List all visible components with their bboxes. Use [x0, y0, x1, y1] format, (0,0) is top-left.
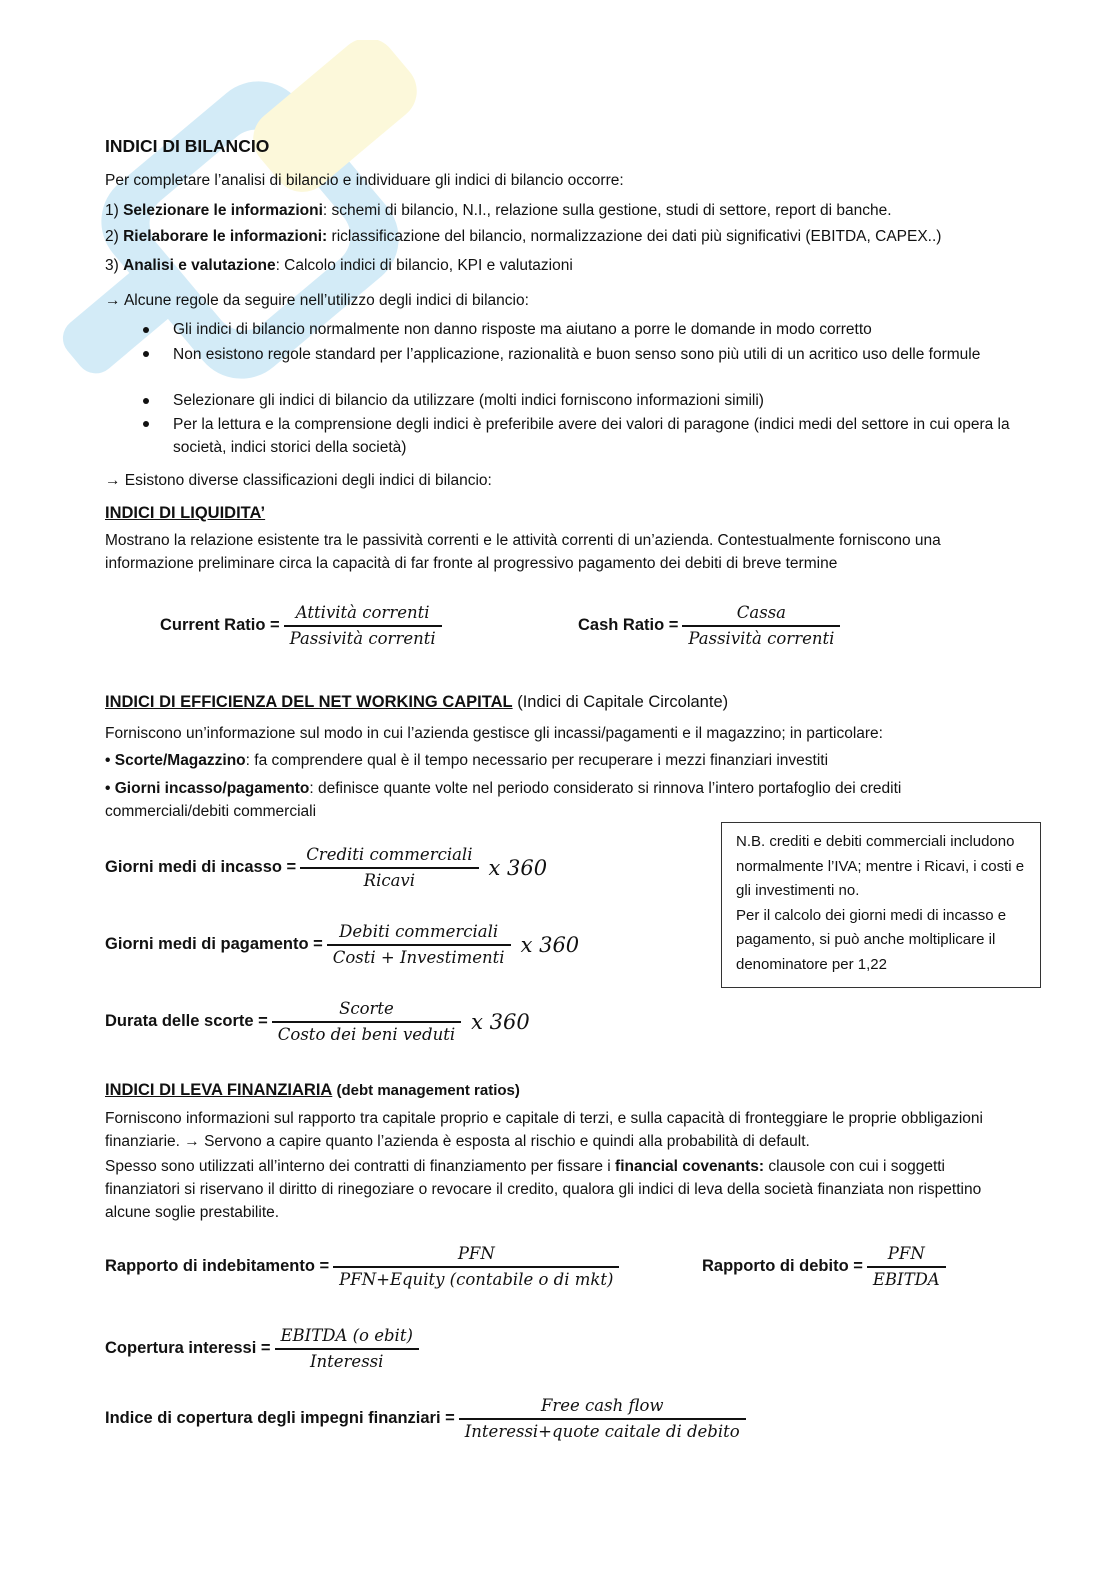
note-paragraph: Per il calcolo dei giorni medi di incasso e pagamento, si può anche moltiplicare il denominatore per 1,22	[736, 906, 1007, 973]
numerator: PFN	[457, 1244, 495, 1263]
bullet-icon	[143, 398, 149, 404]
denominator: Ricavi	[363, 870, 416, 890]
nwc-description: Forniscono un’informazione sul modo in cui l’azienda gestisce gli incassi/pagamenti e il magazzino; in particolare:	[105, 725, 883, 742]
formula-current-ratio	[160, 601, 442, 651]
denominator: PFN+Equity (contabile o di mkt)	[339, 1269, 614, 1289]
section-subheading-leverage: (debt management ratios)	[332, 1082, 520, 1099]
fraction	[459, 1394, 746, 1444]
formula-label: Indice di copertura degli impegni finanziari =	[105, 1409, 455, 1428]
denominator: Passività correnti	[688, 628, 835, 648]
formula-label: Durata delle scorte =	[105, 1012, 268, 1031]
numerator: Cassa	[736, 603, 787, 622]
formula-copertura-interessi	[105, 1324, 419, 1374]
fraction	[300, 843, 478, 893]
fraction	[867, 1242, 946, 1292]
numerator: Attività correnti	[295, 603, 430, 622]
arrow-icon: →	[105, 292, 121, 309]
denominator: Passività correnti	[289, 628, 436, 648]
step-2: 2) Rielaborare le informazioni: riclassificazione del bilancio, normalizzazione dei dati più significativi (EBITDA, CAPEX..)	[105, 228, 942, 245]
rule-item: Gli indici di bilancio normalmente non danno risposte ma aiutano a porre le domande in modo corretto	[173, 321, 872, 338]
section-heading-nwc: INDICI DI EFFICIENZA DEL NET WORKING CAPITAL	[105, 693, 513, 711]
formula-label: Rapporto di indebitamento =	[105, 1257, 330, 1276]
page-title: INDICI DI BILANCIO	[105, 136, 270, 156]
numerator: PFN	[887, 1244, 925, 1263]
formula-label: Giorni medi di incasso =	[105, 858, 297, 877]
section-heading-leverage: INDICI DI LEVA FINANZIARIA	[105, 1081, 333, 1099]
step-1: 1) Selezionare le informazioni: schemi di bilancio, N.I., relazione sulla gestione, studi di settore, report di banche.	[105, 202, 892, 219]
fraction	[682, 601, 840, 651]
denominator: Interessi	[310, 1351, 384, 1371]
bullet-icon	[143, 327, 149, 333]
section-heading-leverage-row	[105, 1079, 520, 1102]
rule-item: Selezionare gli indici di bilancio da utilizzare (molti indici forniscono informazioni simili)	[173, 392, 764, 409]
nwc-bullet-giorni: • Giorni incasso/pagamento: definisce quante volte nel periodo considerato si rinnova l’intero portafoglio dei crediti commerciali/debiti commerciali	[105, 780, 902, 820]
nwc-bullet-scorte: • Scorte/Magazzino: fa comprendere qual è il tempo necessario per recuperare i mezzi finanziari investiti	[105, 752, 829, 769]
fraction	[275, 1324, 419, 1374]
classification-intro: → Esistono diverse classificazioni degli indici di bilancio:	[105, 472, 492, 489]
formula-copertura-impegni	[105, 1394, 746, 1444]
bullet-icon	[143, 421, 149, 427]
arrow-icon: →	[105, 472, 121, 489]
multiplier: x 360	[488, 855, 548, 880]
leverage-covenants-text: Spesso sono utilizzati all’interno dei contratti di finanziamento per fissare i financial covenants: clausole con cui i soggetti finanziatori si riservano il diritto di rinegoziare o revocare il credito, qualora gli indici di leva della società finanziata non rispettino alcune soglie prestabilite.	[105, 1158, 982, 1221]
formula-giorni-pagamento	[105, 920, 579, 970]
denominator: Costo dei beni veduti	[277, 1024, 456, 1044]
step-3: 3) Analisi e valutazione: Calcolo indici di bilancio, KPI e valutazioni	[105, 257, 573, 274]
denominator: Costi + Investimenti	[332, 947, 505, 967]
multiplier: x 360	[520, 932, 580, 957]
numerator: Crediti commerciali	[306, 845, 473, 864]
numerator: Free cash flow	[540, 1396, 664, 1415]
numerator: Debiti commerciali	[339, 922, 499, 941]
formula-durata-scorte	[105, 997, 530, 1047]
formula-label: Cash Ratio =	[578, 616, 679, 635]
rules-intro: → Alcune regole da seguire nell’utilizzo degli indici di bilancio:	[105, 292, 529, 309]
formula-rapporto-indebitamento	[105, 1242, 619, 1292]
numerator: Scorte	[339, 999, 394, 1018]
section-heading-nwc-row	[105, 691, 728, 714]
leverage-description: Forniscono informazioni sul rapporto tra capitale proprio e capitale di terzi, e sulla capacità di fronteggiare le proprie obbligazioni finanziarie. → Servono a capire quanto l’azienda è esposta al rischio e quindi alla probabilità di default.	[105, 1110, 983, 1150]
formula-cash-ratio	[578, 601, 840, 651]
formula-label: Copertura interessi =	[105, 1339, 271, 1358]
fraction	[333, 1242, 619, 1292]
denominator: Interessi+quote caitale di debito	[464, 1421, 740, 1441]
formula-label: Giorni medi di pagamento =	[105, 935, 323, 954]
numerator: EBITDA (o ebit)	[280, 1326, 413, 1345]
intro-text: Per completare l’analisi di bilancio e individuare gli indici di bilancio occorre:	[105, 172, 624, 189]
note-paragraph: N.B. crediti e debiti commerciali includono normalmente l’IVA; mentre i Ricavi, i costi e gli investimenti no.	[736, 833, 1025, 899]
rule-item: Per la lettura e la comprensione degli indici è preferibile avere dei valori di paragone (indici medi del settore in cui opera la società, indici storici della società)	[173, 416, 1010, 456]
fraction	[272, 997, 461, 1047]
formula-label: Rapporto di debito =	[702, 1257, 863, 1276]
note-box	[721, 822, 1041, 988]
formula-rapporto-debito	[702, 1242, 946, 1292]
fraction	[327, 920, 511, 970]
formula-label: Current Ratio =	[160, 616, 280, 635]
formula-giorni-incasso	[105, 843, 547, 893]
bullet-icon	[143, 351, 149, 357]
rule-item: Non esistono regole standard per l’applicazione, razionalità e buon senso sono più utili di un acritico uso delle formule	[173, 346, 981, 363]
section-heading-liquidity: INDICI DI LIQUIDITA’	[105, 504, 266, 522]
denominator: EBITDA	[872, 1269, 940, 1289]
liquidity-description: Mostrano la relazione esistente tra le passività correnti e le attività correnti di un’azienda. Contestualmente forniscono una informazione preliminare circa la capacità di far fronte al progressivo pagamento dei debiti di breve termine	[105, 532, 941, 572]
section-subheading-nwc: (Indici di Capitale Circolante)	[512, 693, 729, 711]
fraction	[284, 601, 442, 651]
multiplier: x 360	[471, 1009, 530, 1034]
